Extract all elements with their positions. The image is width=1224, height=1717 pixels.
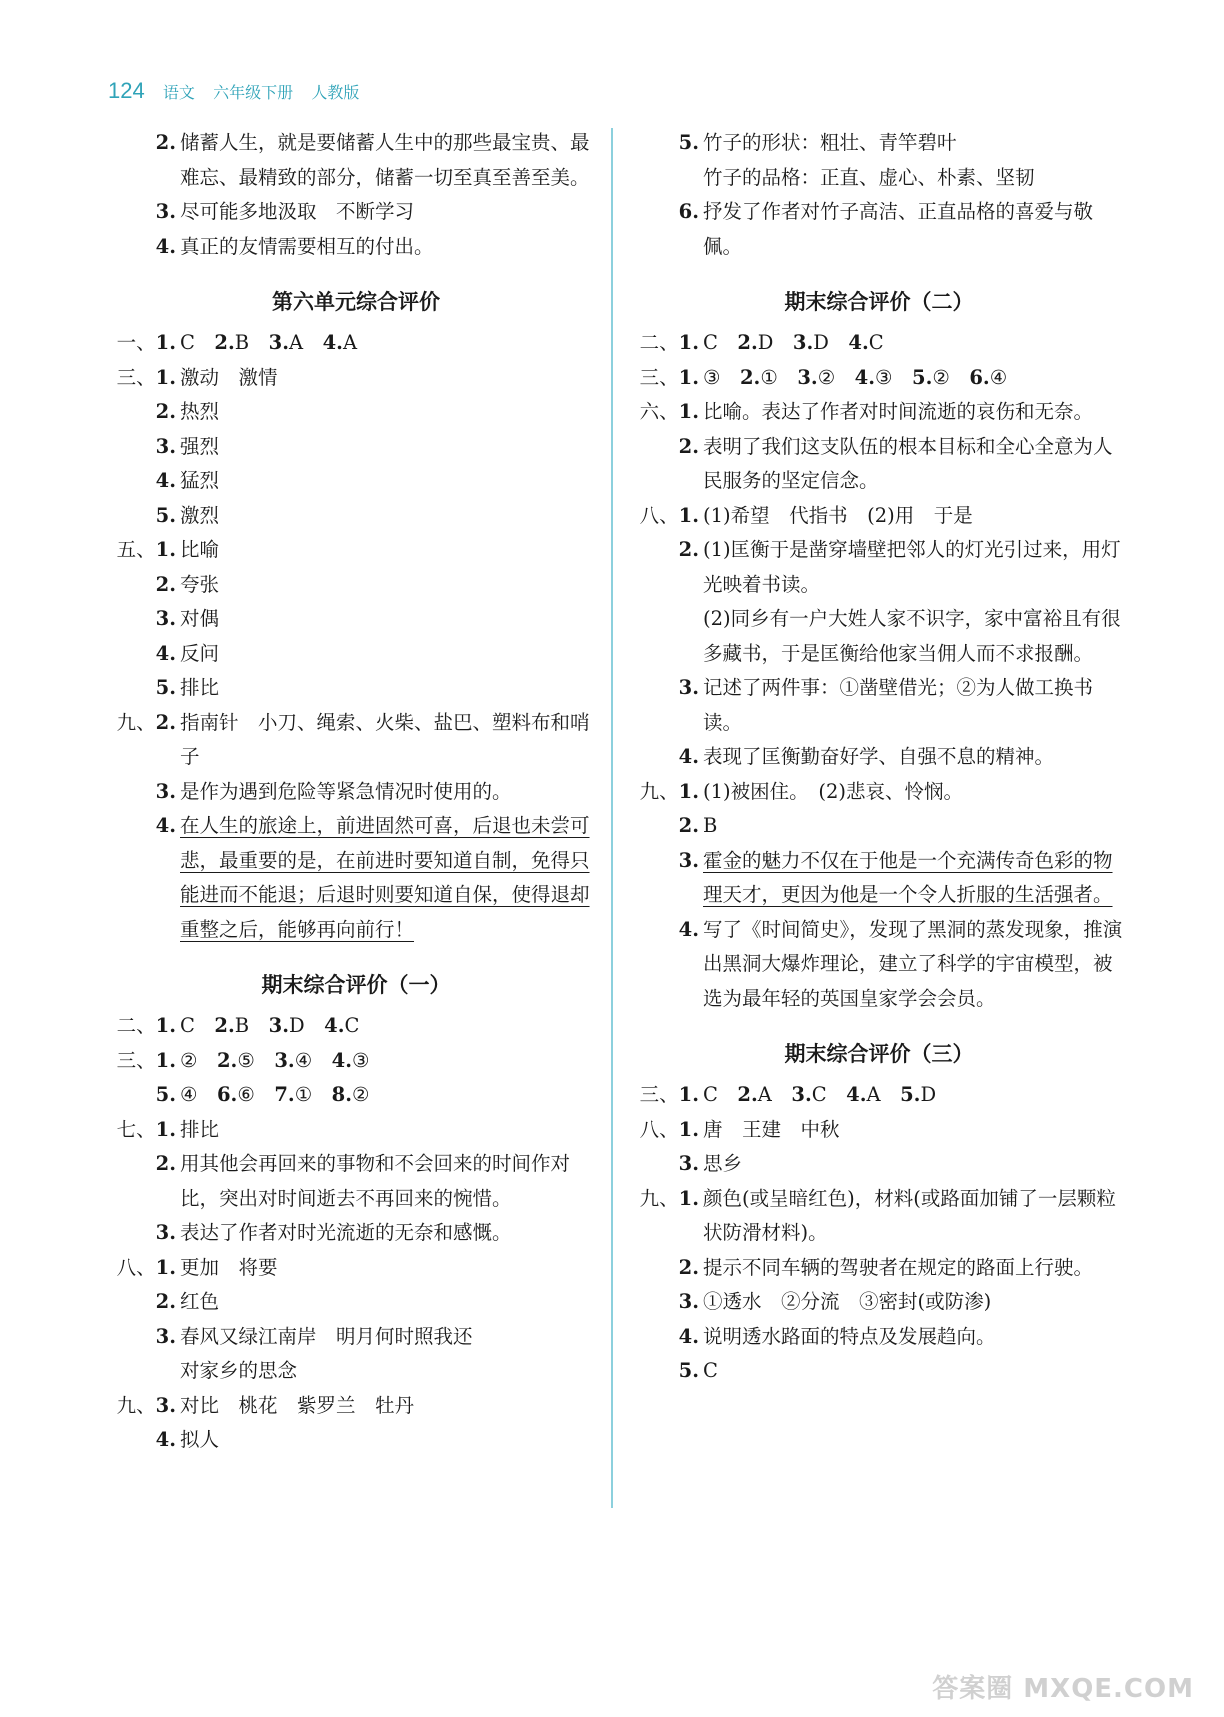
answer-item: 5. C (678, 1359, 718, 1382)
answer-item: 一、1. C 2.B 3.A 4.A (116, 331, 358, 354)
answer-item: 2. B (678, 814, 718, 837)
answer-item: 九、2. 指南针 小刀、绳索、火柴、盐巴、塑料布和哨子 (116, 710, 590, 768)
answer-item: 二、1. C 2.B 3.D 4.C (116, 1014, 360, 1037)
answer-item: 六、1. 比喻。表达了作者对时间流逝的哀伤和无奈。 (639, 400, 1094, 423)
answer-item: 2. 用其他会再回来的事物和不会回来的时间作对比，突出对时间逝去不再回来的惋惜。 (155, 1152, 571, 1210)
answer-item: 4. 在人生的旅途上，前进固然可喜，后退也未尝可悲，最重要的是，在前进时要知道自制，免得只能进而不能退；后退时则要知道自保，使得退却重整之后，能够再向前行！ (155, 814, 590, 941)
answer-item: 4. 表现了匡衡勤奋好学、自强不息的精神。 (678, 745, 1055, 768)
answer-item: 4. 拟人 (155, 1428, 220, 1451)
section-title: 期末综合评价（二） (784, 290, 974, 314)
answer-item: 八、1. (1)希望 代指书 (2)用 于是 (639, 503, 973, 527)
answer-item: 2. 提示不同车辆的驾驶者在规定的路面上行驶。 (678, 1255, 1094, 1279)
answer-item: 6. 抒发了作者对竹子高洁、正直品格的喜爱与敬佩。 (678, 200, 1094, 258)
answer-item: 5. 竹子的形状：粗壮、青竿碧叶 竹子的品格：正直、虚心、朴素、坚韧 (678, 131, 1035, 189)
answer-item: 2. 储蓄人生，就是要储蓄人生中的那些最宝贵、最难忘、最精致的部分，储蓄一切至真至善至美。 (155, 131, 590, 189)
answer-item: 2. 热烈 (155, 400, 220, 423)
answer-item: 九、3. 对比 桃花 紫罗兰 牡丹 (116, 1393, 415, 1417)
answer-item: 4. 写了《时间简史》，发现了黑洞的蒸发现象，推演出黑洞大爆炸理论，建立了科学的宇宙模型，被选为最年轻的英国皇家学会会员。 (678, 917, 1123, 1010)
answer-item: 九、1. 颜色(或呈暗红色)，材料(或路面加铺了一层颗粒状防滑材料)。 (639, 1186, 1116, 1244)
answer-item: 三、1. C 2.A 3.C 4.A 5.D (639, 1083, 937, 1106)
answer-item: 4. 真正的友情需要相互的付出。 (155, 234, 434, 258)
column-divider (611, 128, 613, 1508)
page-header (108, 78, 371, 108)
answer-item: 三、1. ③ 2.① 3.② 4.③ 5.② 6.④ (639, 365, 1008, 389)
answer-item: 七、1. 排比 (116, 1117, 220, 1141)
watermark-logo: 答案圈 MXQE.COM (932, 1674, 1194, 1704)
answer-item: 三、1. ② 2.⑤ 3.④ 4.③ (116, 1048, 370, 1072)
answer-item: 3. ①透水 ②分流 ③密封(或防渗) (678, 1290, 992, 1313)
answer-item: 二、1. C 2.D 3.D 4.C (639, 331, 884, 354)
answer-item: 3. 霍金的魅力不仅在于他是一个充满传奇色彩的物理天才，更因为他是一个令人折服的生活强者。 (678, 848, 1113, 906)
header-grade: 六年级下册 (213, 83, 294, 102)
section-title: 期末综合评价（三） (784, 1042, 974, 1066)
answer-item: 五、1. 比喻 (116, 538, 220, 561)
answer-item: 5. ④ 6.⑥ 7.① 8.② (155, 1083, 370, 1106)
answer-item: 三、1. 激动 激情 (116, 365, 278, 389)
answer-item: 2. 表明了我们这支队伍的根本目标和全心全意为人民服务的坚定信念。 (678, 434, 1113, 492)
right-column (635, 126, 1123, 1389)
underlined-answer: 霍金的魅力不仅在于他是一个充满传奇色彩的物理天才，更因为他是一个令人折服的生活强者。 (703, 848, 1113, 906)
answer-item: 2. 红色 (155, 1290, 220, 1313)
answer-item: 3. 是作为遇到危险等紧急情况时使用的。 (155, 779, 512, 803)
answer-item: 4. 反问 (155, 641, 220, 665)
answer-item: 八、1. 更加 将要 (116, 1255, 278, 1279)
header-subject: 语文 (162, 83, 195, 102)
underlined-answer: 在人生的旅途上，前进固然可喜，后退也未尝可悲，最重要的是，在前进时要知道自制，免得只能进而不能退；后退时则要知道自保，使得退却重整之后，能够再向前行！ (180, 814, 590, 941)
answer-item: 3. 春风又绿江南岸 明月何时照我还 对家乡的思念 (155, 1324, 473, 1382)
left-column (112, 126, 600, 1458)
answer-item: 4. 说明透水路面的特点及发展趋向。 (678, 1324, 996, 1348)
answer-item: 3. 对偶 (155, 607, 220, 630)
answer-item: 3. 尽可能多地汲取 不断学习 (155, 200, 415, 223)
answer-item: 5. 激烈 (155, 503, 220, 527)
page-number: 124 (108, 78, 145, 103)
answer-item: 2. (1)匡衡于是凿穿墙壁把邻人的灯光引过来，用灯光映着书读。 (2)同乡有一户大姓人家不识字，家中富裕且有很多藏书，于是匡衡给他家当佣人而不求报酬。 (678, 538, 1121, 665)
answer-item: 4. 猛烈 (155, 469, 220, 492)
section-title: 第六单元综合评价 (272, 290, 440, 314)
answer-item: 3. 表达了作者对时光流逝的无奈和感慨。 (155, 1221, 512, 1244)
answer-item: 5. 排比 (155, 676, 220, 699)
answer-item: 3. 思乡 (678, 1152, 743, 1175)
answer-item: 3. 强烈 (155, 434, 220, 458)
answer-item: 九、1. (1)被困住。 (2)悲哀、怜悯。 (639, 779, 963, 803)
answer-item: 3. 记述了两件事：①凿壁借光；②为人做工换书读。 (678, 676, 1094, 734)
answer-item: 八、1. 唐 王建 中秋 (639, 1117, 840, 1141)
header-edition: 人教版 (311, 83, 360, 102)
answer-item: 2. 夸张 (155, 572, 220, 596)
section-title: 期末综合评价（一） (261, 973, 451, 997)
